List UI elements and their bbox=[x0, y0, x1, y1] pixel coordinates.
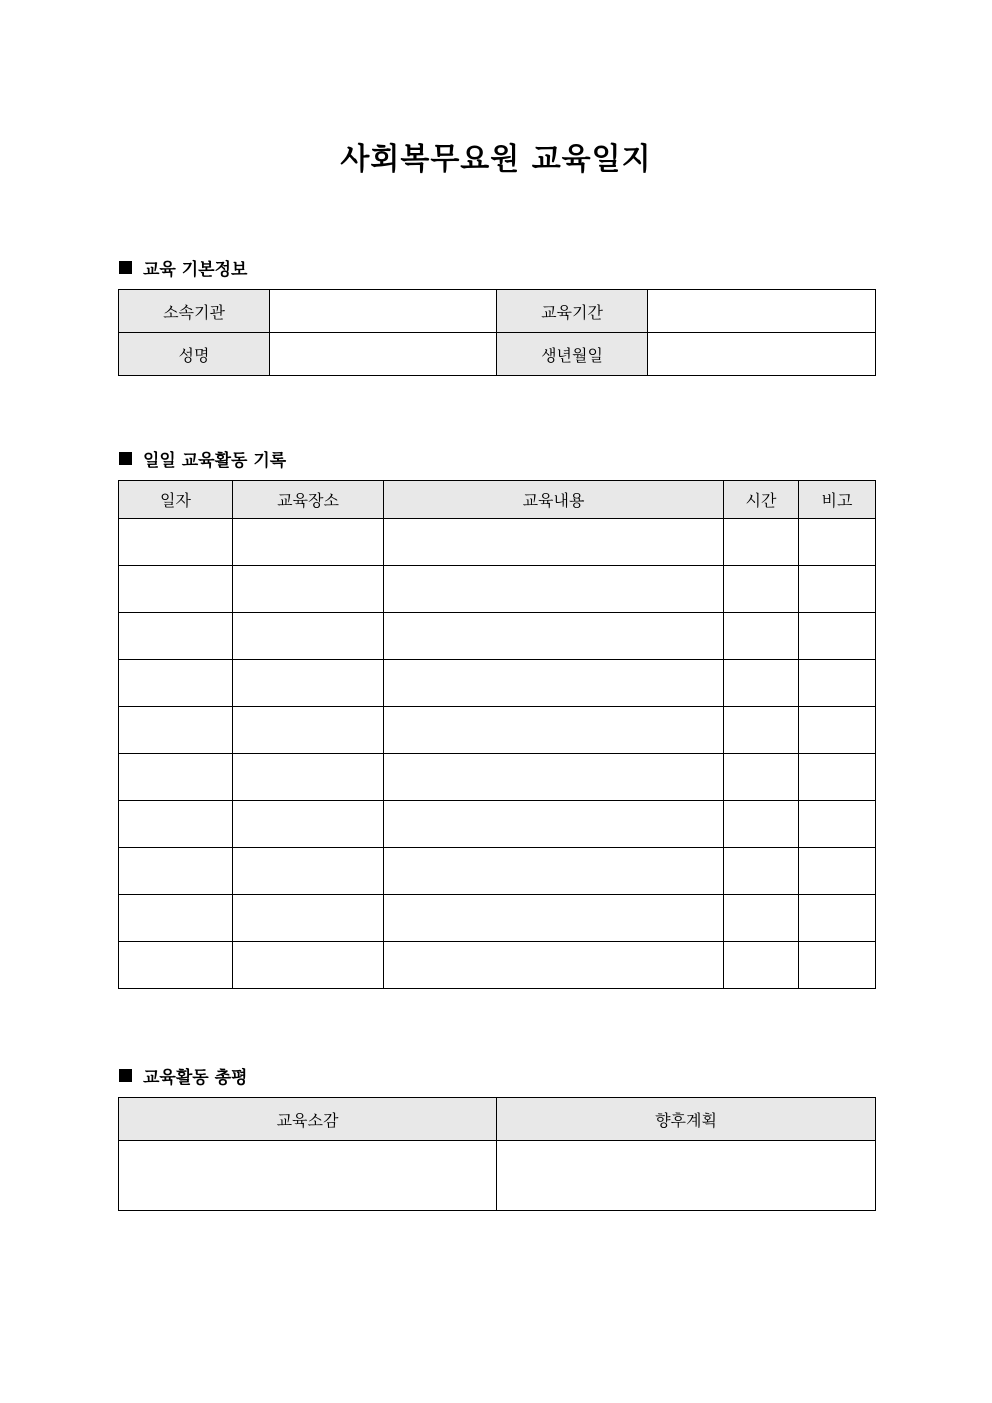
note-cell[interactable] bbox=[799, 613, 876, 660]
section-heading-basic-info bbox=[119, 255, 247, 280]
content-cell[interactable] bbox=[384, 942, 724, 989]
impression-field[interactable] bbox=[119, 1141, 497, 1211]
time-cell[interactable] bbox=[724, 519, 799, 566]
daily-log-table bbox=[118, 480, 876, 989]
affiliation-label: 소속기관 bbox=[119, 290, 270, 333]
time-cell[interactable] bbox=[724, 660, 799, 707]
note-cell[interactable] bbox=[799, 848, 876, 895]
date-cell[interactable] bbox=[119, 566, 233, 613]
section-heading-daily-log bbox=[119, 446, 286, 471]
date-cell[interactable] bbox=[119, 660, 233, 707]
table-row bbox=[119, 290, 876, 333]
content-cell[interactable] bbox=[384, 660, 724, 707]
time-cell[interactable] bbox=[724, 801, 799, 848]
date-cell[interactable] bbox=[119, 613, 233, 660]
period-label: 교육기간 bbox=[497, 290, 648, 333]
date-cell[interactable] bbox=[119, 895, 233, 942]
table-row bbox=[119, 942, 876, 989]
place-cell[interactable] bbox=[233, 613, 384, 660]
date-cell[interactable] bbox=[119, 848, 233, 895]
time-cell[interactable] bbox=[724, 707, 799, 754]
birthdate-label: 생년월일 bbox=[497, 333, 648, 376]
time-cell[interactable] bbox=[724, 848, 799, 895]
name-field[interactable] bbox=[270, 333, 497, 376]
page-title: 사회복무요원 교육일지 bbox=[340, 142, 652, 177]
column-header-time: 시간 bbox=[724, 481, 799, 519]
birthdate-field[interactable] bbox=[648, 333, 876, 376]
place-cell[interactable] bbox=[233, 942, 384, 989]
column-header-content: 교육내용 bbox=[384, 481, 724, 519]
date-cell[interactable] bbox=[119, 707, 233, 754]
time-cell[interactable] bbox=[724, 566, 799, 613]
date-cell[interactable] bbox=[119, 754, 233, 801]
table-row bbox=[119, 566, 876, 613]
place-cell[interactable] bbox=[233, 566, 384, 613]
place-cell[interactable] bbox=[233, 801, 384, 848]
content-cell[interactable] bbox=[384, 801, 724, 848]
square-bullet-icon bbox=[119, 1069, 132, 1082]
table-row bbox=[119, 613, 876, 660]
time-cell[interactable] bbox=[724, 754, 799, 801]
period-field[interactable] bbox=[648, 290, 876, 333]
table-header-row bbox=[119, 1098, 876, 1141]
note-cell[interactable] bbox=[799, 895, 876, 942]
section-heading-label: 교육 기본정보 bbox=[143, 260, 248, 280]
basic-info-table bbox=[118, 289, 876, 376]
time-cell[interactable] bbox=[724, 895, 799, 942]
square-bullet-icon bbox=[119, 261, 132, 274]
column-header-date: 일자 bbox=[119, 481, 233, 519]
note-cell[interactable] bbox=[799, 942, 876, 989]
place-cell[interactable] bbox=[233, 519, 384, 566]
date-cell[interactable] bbox=[119, 942, 233, 989]
note-cell[interactable] bbox=[799, 519, 876, 566]
square-bullet-icon bbox=[119, 452, 132, 465]
section-heading-review bbox=[119, 1063, 247, 1088]
content-cell[interactable] bbox=[384, 848, 724, 895]
table-row bbox=[119, 1141, 876, 1211]
column-header-future-plan: 향후계획 bbox=[497, 1098, 876, 1141]
note-cell[interactable] bbox=[799, 707, 876, 754]
table-row bbox=[119, 660, 876, 707]
note-cell[interactable] bbox=[799, 660, 876, 707]
note-cell[interactable] bbox=[799, 801, 876, 848]
table-row bbox=[119, 519, 876, 566]
table-row bbox=[119, 754, 876, 801]
time-cell[interactable] bbox=[724, 942, 799, 989]
future-plan-field[interactable] bbox=[497, 1141, 876, 1211]
content-cell[interactable] bbox=[384, 707, 724, 754]
place-cell[interactable] bbox=[233, 848, 384, 895]
table-row bbox=[119, 707, 876, 754]
daily-log-body bbox=[119, 519, 876, 989]
content-cell[interactable] bbox=[384, 895, 724, 942]
column-header-impression: 교육소감 bbox=[119, 1098, 497, 1141]
review-table bbox=[118, 1097, 876, 1211]
date-cell[interactable] bbox=[119, 801, 233, 848]
section-heading-label: 교육활동 총평 bbox=[143, 1068, 248, 1088]
note-cell[interactable] bbox=[799, 754, 876, 801]
time-cell[interactable] bbox=[724, 613, 799, 660]
column-header-place: 교육장소 bbox=[233, 481, 384, 519]
note-cell[interactable] bbox=[799, 566, 876, 613]
table-row bbox=[119, 895, 876, 942]
table-header-row bbox=[119, 481, 876, 519]
column-header-note: 비고 bbox=[799, 481, 876, 519]
content-cell[interactable] bbox=[384, 754, 724, 801]
section-heading-label: 일일 교육활동 기록 bbox=[143, 451, 287, 471]
table-row bbox=[119, 333, 876, 376]
content-cell[interactable] bbox=[384, 613, 724, 660]
affiliation-field[interactable] bbox=[270, 290, 497, 333]
content-cell[interactable] bbox=[384, 519, 724, 566]
content-cell[interactable] bbox=[384, 566, 724, 613]
place-cell[interactable] bbox=[233, 660, 384, 707]
place-cell[interactable] bbox=[233, 707, 384, 754]
place-cell[interactable] bbox=[233, 754, 384, 801]
place-cell[interactable] bbox=[233, 895, 384, 942]
table-row bbox=[119, 848, 876, 895]
date-cell[interactable] bbox=[119, 519, 233, 566]
table-row bbox=[119, 801, 876, 848]
name-label: 성명 bbox=[119, 333, 270, 376]
